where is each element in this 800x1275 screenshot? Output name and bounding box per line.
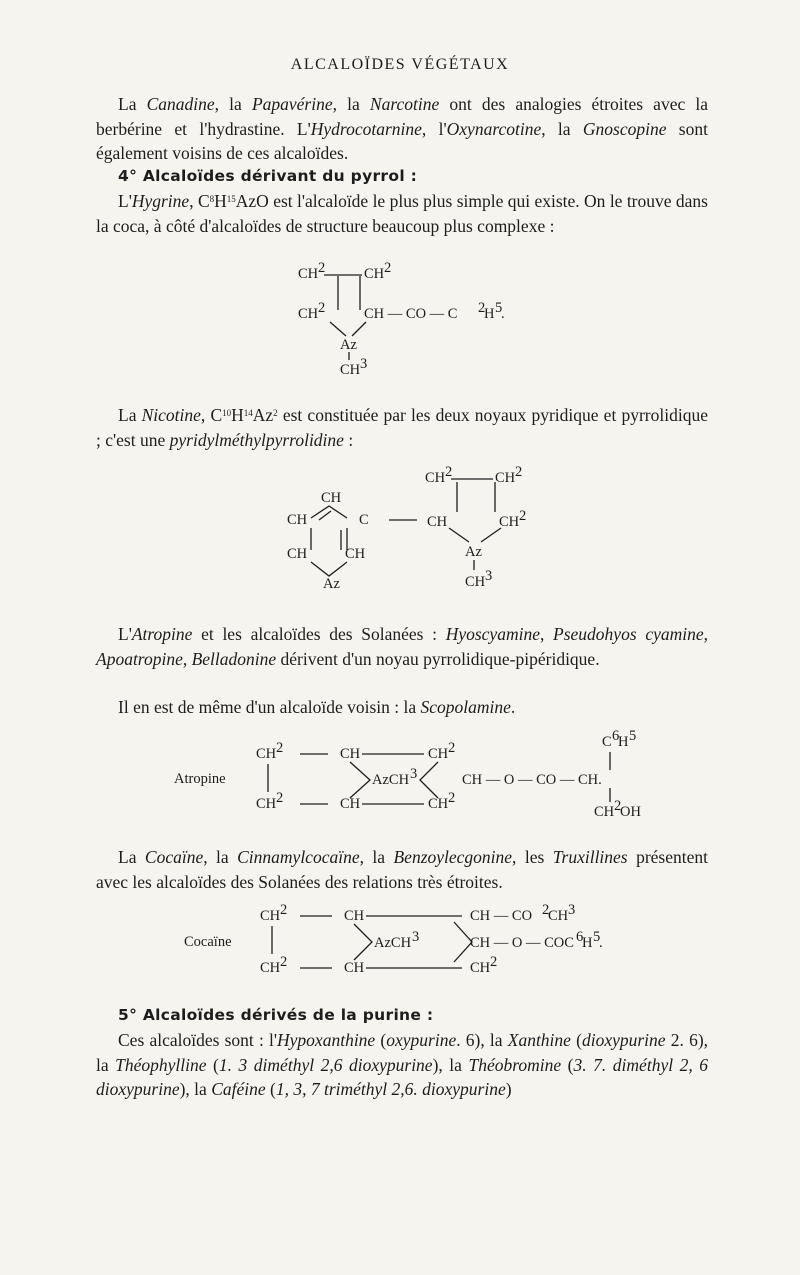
svg-text:2: 2: [276, 790, 284, 806]
svg-text:2: 2: [448, 740, 456, 756]
svg-text:.: .: [599, 935, 603, 951]
svg-text:2: 2: [614, 798, 622, 814]
svg-text:CH: CH: [287, 512, 308, 528]
svg-text:5: 5: [629, 728, 637, 744]
svg-text:C: C: [359, 512, 369, 528]
paragraph-atropine: L'Atropine et les alcaloïdes des Solanées : Hyoscyamine, Pseudohyos cyamine, Apoatropine, Belladonine dérivent d'un noyau pyrrolidique-pipéridique.: [96, 624, 708, 669]
svg-text:CH: CH: [340, 362, 361, 378]
svg-text:CH: CH: [345, 546, 366, 562]
svg-text:3: 3: [412, 929, 420, 945]
svg-text:3: 3: [568, 902, 576, 918]
svg-text:CH: CH: [287, 546, 308, 562]
svg-text:2: 2: [445, 464, 453, 480]
svg-text:2: 2: [515, 464, 523, 480]
svg-text:H: H: [618, 734, 629, 750]
svg-text:2: 2: [280, 954, 288, 970]
svg-text:CH: CH: [344, 908, 365, 924]
svg-text:CH: CH: [256, 746, 277, 762]
svg-text:CH — O — COC: CH — O — COC: [470, 935, 574, 951]
cocaine-structure-diagram: [180, 900, 660, 980]
svg-text:CH: CH: [548, 908, 569, 924]
svg-text:CH: CH: [425, 470, 446, 486]
section-heading-pyrrol: 4° Alcaloïdes dérivant du pyrrol :: [118, 167, 418, 185]
svg-text:6: 6: [576, 929, 584, 945]
svg-text:CH: CH: [364, 266, 385, 282]
svg-text:CH: CH: [499, 514, 520, 530]
svg-text:CH: CH: [427, 514, 448, 530]
hygrine-structure-diagram: [290, 262, 530, 382]
svg-text:OH: OH: [620, 804, 641, 820]
svg-text:Az: Az: [340, 337, 357, 353]
svg-text:CH: CH: [495, 470, 516, 486]
paragraph-purine: Ces alcaloïdes sont : l'Hypoxanthine (oxypurine. 6), la Xanthine (dioxypurine 2. 6), la Théophylline (1. 3 diméthyl 2,6 dioxypurine), la Théobromine (3. 7. diméthyl 2, 6 dioxypurine), la Caféine (1, 3, 7 triméthyl 2,6. dioxypurine): [96, 1030, 709, 1099]
svg-text:3: 3: [410, 766, 418, 782]
svg-text:2: 2: [276, 740, 284, 756]
svg-text:2: 2: [318, 260, 326, 276]
svg-text:CH — CO: CH — CO: [470, 908, 533, 924]
svg-text:H: H: [582, 935, 593, 951]
svg-text:CH: CH: [340, 796, 361, 812]
svg-text:5: 5: [495, 300, 503, 316]
svg-text:CH: CH: [428, 746, 449, 762]
svg-text:CH — O — CO — CH.: CH — O — CO — CH.: [462, 772, 602, 788]
section-heading-purine: 5° Alcaloïdes dérivés de la purine :: [118, 1006, 434, 1024]
atropine-structure-diagram: [170, 730, 690, 830]
svg-text:AzCH: AzCH: [374, 935, 412, 951]
svg-text:CH: CH: [344, 960, 365, 976]
svg-text:2: 2: [542, 902, 550, 918]
nicotine-structure-diagram: [285, 464, 545, 594]
svg-text:AzCH: AzCH: [372, 772, 410, 788]
paragraph-cocaine: La Cocaïne, la Cinnamylcocaïne, la Benzoylecgonine, les Truxillines présentent avec les alcaloïdes des Solanées des relations très étroites.: [96, 847, 708, 892]
svg-text:5: 5: [593, 929, 601, 945]
svg-text:2: 2: [318, 300, 326, 316]
svg-text:CH: CH: [428, 796, 449, 812]
svg-text:CH: CH: [340, 746, 361, 762]
paragraph-hygrine: L'Hygrine, $C^8H^{15}AzO$ est l'alcaloïde le plus plus simple qui existe. On le trouve dans la coca, à côté d'alcaloïdes de structure beaucoup plus complexe :: [96, 191, 708, 236]
svg-text:.: .: [501, 306, 505, 322]
paragraph-nicotine: La Nicotine, $C^{10}H^{14}Az^2$ est constituée par les deux noyaux pyridique et pyrrolidique ; c'est une pyridylméthylpyrrolidine :: [96, 405, 708, 450]
svg-text:Cocaïne: Cocaïne: [184, 934, 232, 950]
svg-text:2: 2: [448, 790, 456, 806]
svg-text:2: 2: [490, 954, 498, 970]
svg-text:3: 3: [360, 356, 368, 372]
svg-text:2: 2: [519, 508, 527, 524]
svg-text:3: 3: [485, 568, 493, 584]
svg-text:CH: CH: [298, 306, 319, 322]
svg-text:CH: CH: [321, 490, 342, 506]
svg-text:Az: Az: [323, 576, 340, 592]
svg-text:Atropine: Atropine: [174, 771, 226, 787]
svg-text:CH: CH: [298, 266, 319, 282]
paragraph-scopolamine: Il en est de même d'un alcaloïde voisin : la Scopolamine.: [118, 697, 516, 717]
svg-text:CH — CO — C: CH — CO — C: [364, 306, 458, 322]
svg-text:6: 6: [612, 728, 620, 744]
svg-text:CH: CH: [260, 960, 281, 976]
svg-text:H: H: [484, 306, 495, 322]
svg-text:CH: CH: [594, 804, 615, 820]
svg-text:CH: CH: [465, 574, 486, 590]
svg-text:C: C: [602, 734, 612, 750]
svg-text:Az: Az: [465, 544, 482, 560]
svg-text:2: 2: [384, 260, 392, 276]
svg-text:CH: CH: [260, 908, 281, 924]
svg-text:2: 2: [280, 902, 288, 918]
paragraph-canadine: La Canadine, la Papavérine, la Narcotine ont des analogies étroites avec la berbérine et l'hydrastine. L'Hydrocotarnine, l'Oxynarcotine, la Gnoscopine sont également voisins de ces alcaloïdes.: [96, 94, 708, 163]
running-head: ALCALOÏDES VÉGÉTAUX: [290, 56, 510, 73]
svg-text:2: 2: [478, 300, 486, 316]
svg-text:CH: CH: [470, 960, 491, 976]
svg-text:CH: CH: [256, 796, 277, 812]
